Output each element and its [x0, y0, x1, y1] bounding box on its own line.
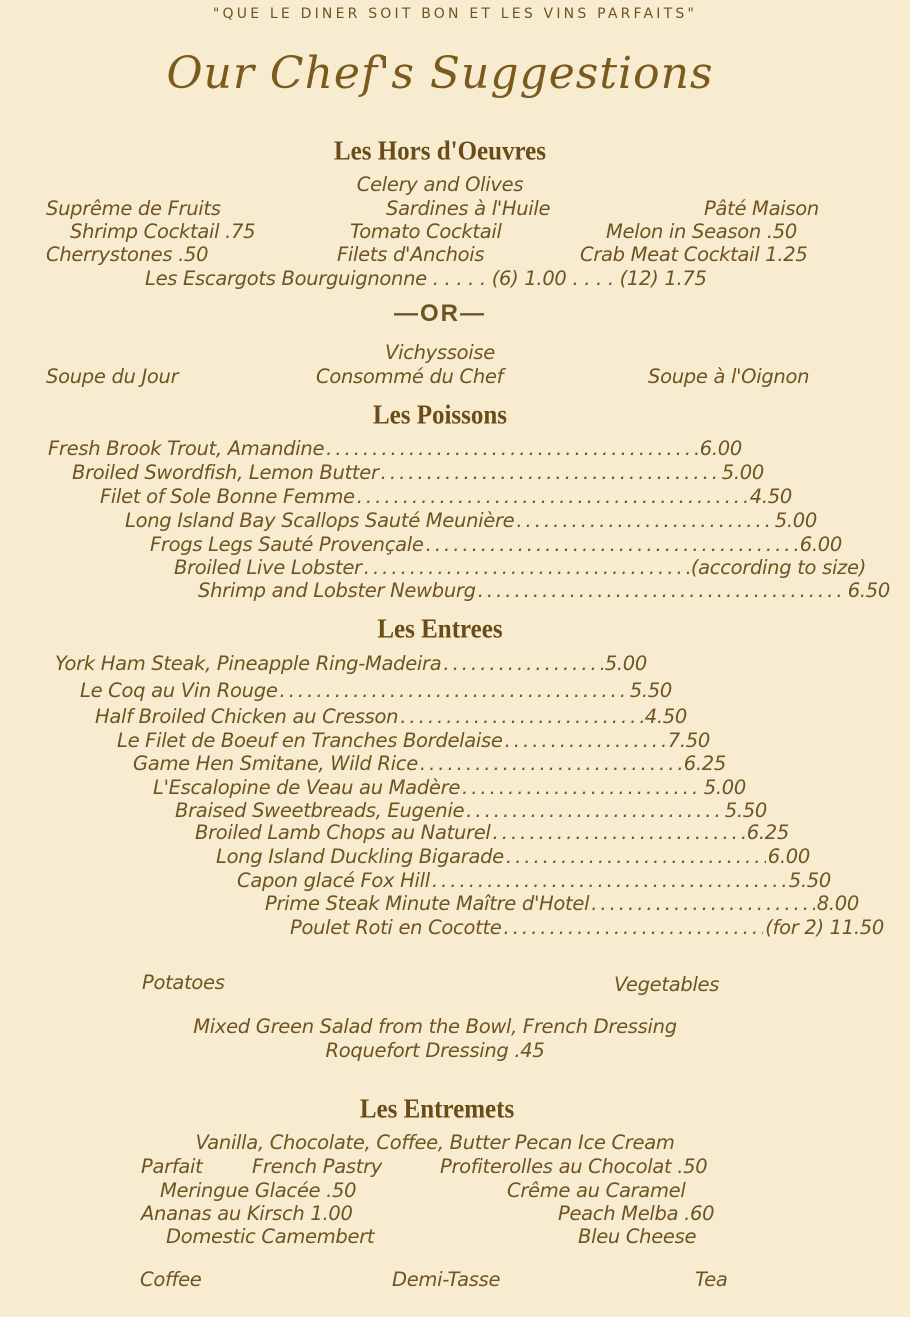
section-heading-poissons: Les Poissons [372, 400, 508, 431]
french-pastry: French Pastry [252, 1155, 383, 1178]
item-name: Broiled Swordfish, Lemon Butter [72, 461, 379, 484]
domestic-camembert: Domestic Camembert [166, 1225, 375, 1248]
ice-cream: Vanilla, Chocolate, Coffee, Butter Pecan Ice Cream [195, 1131, 675, 1154]
item-name: Half Broiled Chicken au Cresson [95, 705, 399, 728]
item-name: Game Hen Smitane, Wild Rice [133, 752, 418, 775]
dot-leader [493, 821, 745, 845]
soupe-a-loignon: Soupe à l'Oignon [648, 365, 810, 388]
profiterolles: Profiterolles au Chocolat .50 [440, 1155, 708, 1178]
item-price: (according to size) [690, 556, 866, 579]
item-price: 6.25 [746, 821, 789, 844]
dot-leader [432, 869, 787, 893]
menu-item [195, 821, 789, 845]
menu-item [95, 705, 687, 729]
dot-leader [462, 776, 702, 800]
pate-maison: Pâté Maison [704, 197, 819, 220]
menu-item [150, 533, 842, 557]
item-price: 6.00 [699, 437, 742, 460]
menu-item [72, 461, 764, 485]
item-price: (for 2) 11.50 [765, 916, 884, 939]
tomato-cocktail: Tomato Cocktail [350, 220, 502, 243]
menu-item [237, 869, 831, 893]
item-name: Long Island Bay Scallops Sauté Meunière [125, 509, 515, 532]
item-price: 5.00 [703, 776, 746, 799]
vichyssoise: Vichyssoise [385, 341, 495, 364]
celery-olives: Celery and Olives [356, 173, 524, 196]
item-name: L'Escalopine de Veau au Madère [153, 776, 461, 799]
item-name: Braised Sweetbreads, Eugenie [175, 799, 465, 822]
menu-item [175, 799, 767, 823]
item-price: 5.00 [774, 509, 817, 532]
item-price: 7.50 [667, 729, 710, 752]
menu-item [290, 916, 884, 940]
creme-au-caramel: Crême au Caramel [507, 1179, 686, 1202]
menu-item [265, 892, 859, 916]
melon-in-season: Melon in Season .50 [606, 220, 797, 243]
dot-leader [505, 729, 666, 753]
shrimp-cocktail: Shrimp Cocktail .75 [70, 220, 256, 243]
dot-leader [420, 752, 682, 776]
bleu-cheese: Bleu Cheese [578, 1225, 697, 1248]
ananas-au-kirsch: Ananas au Kirsch 1.00 [141, 1202, 353, 1225]
vegetables: Vegetables [614, 973, 720, 996]
mixed-green-salad: Mixed Green Salad from the Bowl, French Dressing [193, 1015, 677, 1038]
item-name: Frogs Legs Sauté Provençale [150, 533, 424, 556]
item-price: 5.00 [721, 461, 764, 484]
motto: "QUE LE DINER SOIT BON ET LES VINS PARFAITS" [212, 6, 698, 22]
menu-item [117, 729, 710, 753]
dot-leader [364, 556, 689, 580]
item-name: Shrimp and Lobster Newburg [198, 579, 476, 602]
item-name: Fresh Brook Trout, Amandine [48, 437, 325, 460]
item-name: Poulet Roti en Cocotte [290, 916, 502, 939]
item-name: Long Island Duckling Bigarade [216, 845, 504, 868]
dot-leader [280, 679, 628, 703]
menu-item [133, 752, 726, 776]
parfait: Parfait [141, 1155, 203, 1178]
or-divider: —OR— [394, 300, 486, 327]
tea: Tea [695, 1268, 728, 1291]
dot-leader [591, 892, 815, 916]
dot-leader [357, 485, 748, 509]
section-heading-hors-doeuvres: Les Hors d'Oeuvres [333, 136, 547, 167]
filets-danchois: Filets d'Anchois [337, 243, 485, 266]
item-price: 6.00 [767, 845, 810, 868]
menu-item [80, 679, 672, 703]
item-price: 6.25 [683, 752, 726, 775]
menu-item [125, 509, 817, 533]
item-name: York Ham Steak, Pineapple Ring-Madeira [55, 652, 442, 675]
consomme-du-chef: Consommé du Chef [316, 365, 504, 388]
item-name: Prime Steak Minute Maître d'Hotel [265, 892, 590, 915]
dot-leader [478, 579, 846, 603]
potatoes: Potatoes [142, 971, 225, 994]
meringue-glacee: Meringue Glacée .50 [160, 1179, 357, 1202]
item-price: 8.00 [816, 892, 859, 915]
supreme-de-fruits: Suprême de Fruits [46, 197, 221, 220]
item-price: 5.50 [629, 679, 672, 702]
item-price: 5.50 [788, 869, 831, 892]
item-price: 6.00 [799, 533, 842, 556]
peach-melba: Peach Melba .60 [558, 1202, 715, 1225]
sardines: Sardines à l'Huile [386, 197, 551, 220]
cherrystones: Cherrystones .50 [46, 243, 209, 266]
soupe-du-jour: Soupe du Jour [46, 365, 179, 388]
dot-leader [443, 652, 602, 676]
menu-item [216, 845, 810, 869]
item-price: 6.50 [847, 579, 890, 602]
dot-leader [516, 509, 772, 533]
item-price: 4.50 [644, 705, 687, 728]
dot-leader [326, 437, 698, 461]
item-name: Capon glacé Fox Hill [237, 869, 430, 892]
crab-meat-cocktail: Crab Meat Cocktail 1.25 [580, 243, 808, 266]
section-heading-entremets: Les Entremets [359, 1094, 515, 1125]
item-price: 4.50 [749, 485, 792, 508]
dot-leader [381, 461, 720, 485]
item-price: 5.50 [724, 799, 767, 822]
menu-item [55, 652, 647, 676]
section-heading-entrees: Les Entrees [377, 614, 503, 645]
page-title: Our Chef's Suggestions [166, 48, 714, 99]
menu-item [174, 556, 866, 580]
dot-leader [426, 533, 798, 557]
item-name: Broiled Lamb Chops au Naturel [195, 821, 491, 844]
dot-leader [466, 799, 723, 823]
coffee: Coffee [140, 1268, 202, 1291]
dot-leader [400, 705, 643, 729]
item-price: 5.00 [604, 652, 647, 675]
escargots: Les Escargots Bourguignonne . . . . . (6) 1.00 . . . . (12) 1.75 [145, 267, 707, 290]
dot-leader [504, 916, 764, 940]
item-name: Broiled Live Lobster [174, 556, 362, 579]
menu-item [198, 579, 890, 603]
demi-tasse: Demi-Tasse [392, 1268, 501, 1291]
item-name: Le Coq au Vin Rouge [80, 679, 278, 702]
item-name: Filet of Sole Bonne Femme [100, 485, 355, 508]
dot-leader [506, 845, 766, 869]
menu-item [153, 776, 746, 800]
menu-item [100, 485, 792, 509]
roquefort-dressing: Roquefort Dressing .45 [325, 1039, 545, 1062]
menu-item [48, 437, 742, 461]
item-name: Le Filet de Boeuf en Tranches Bordelaise [117, 729, 503, 752]
